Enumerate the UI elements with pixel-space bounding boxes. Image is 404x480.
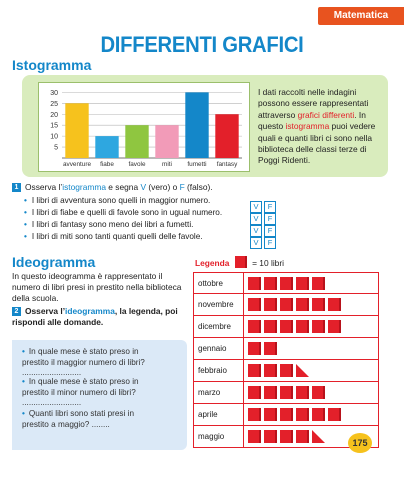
month-label: dicembre: [194, 316, 244, 337]
highlight-grafici: grafici differenti: [297, 109, 355, 120]
book-icon: [264, 298, 277, 311]
book-icon: [328, 298, 341, 311]
f-checkbox[interactable]: F: [264, 201, 276, 213]
statement-text: I libri di avventura sono quelli in maggior numero.: [31, 196, 211, 205]
ideogram-row: [193, 338, 379, 360]
book-icon: [264, 320, 277, 333]
legend-value: = 10 libri: [252, 258, 284, 268]
legend: [195, 256, 284, 268]
book-icon: [296, 298, 309, 311]
book-icon: [312, 277, 325, 290]
bar-favole: [125, 125, 148, 158]
bar-fantasy: [215, 114, 238, 158]
book-icon: [264, 408, 277, 421]
book-icon: [248, 408, 261, 421]
bar-fumetti: [185, 92, 208, 158]
book-icons: [244, 294, 378, 315]
bar-avventure: [65, 103, 88, 158]
month-label: novembre: [194, 294, 244, 315]
histogram-chart: [38, 82, 248, 172]
exercise-1-instruction: 1 Osserva l’istogramma e segna V (vero) o F (falso).: [12, 182, 213, 192]
statement-1: [24, 196, 210, 205]
x-tick-label: favole: [128, 161, 146, 168]
book-icon: [328, 408, 341, 421]
statement-4: [24, 232, 203, 241]
question-3: • Quanti libri sono stati presi in prestito a maggio? ........: [22, 409, 134, 429]
book-icons: [244, 360, 378, 381]
ideogram-row: [193, 294, 379, 316]
book-icon: [312, 408, 325, 421]
book-icon: [280, 408, 293, 421]
v-checkbox[interactable]: V: [250, 201, 262, 213]
half-book-icon: [312, 430, 325, 443]
statement-text: I libri di fantasy sono meno dei libri a fumetti.: [31, 220, 194, 229]
book-icons: [244, 338, 378, 359]
statement-text: I libri di miti sono tanti quanti quelli delle favole.: [31, 232, 203, 241]
book-icon: [248, 430, 261, 443]
subject-tab: Matematica: [318, 7, 404, 25]
book-icon: [248, 342, 261, 355]
month-label: ottobre: [194, 273, 244, 293]
ideogram-row: [193, 382, 379, 404]
book-icon: [248, 386, 261, 399]
book-icon: [312, 320, 325, 333]
page-number: 175: [348, 433, 372, 453]
ideogram-row: [193, 272, 379, 294]
bar-miti: [155, 125, 178, 158]
half-book-icon: [296, 364, 309, 377]
x-tick-label: miti: [162, 161, 172, 168]
month-label: gennaio: [194, 338, 244, 359]
book-icon: [312, 298, 325, 311]
y-tick-label: 25: [50, 100, 58, 108]
book-icon: [296, 386, 309, 399]
ideogram-row: [193, 360, 379, 382]
ideogramma-title: Ideogramma: [12, 254, 96, 270]
month-label: aprile: [194, 404, 244, 425]
book-icon: [280, 430, 293, 443]
book-icon: [264, 430, 277, 443]
y-tick-label: 20: [50, 111, 58, 119]
x-tick-label: fiabe: [100, 161, 114, 168]
x-tick-label: avventure: [62, 161, 92, 168]
book-icons: [244, 273, 378, 293]
ideogram-row: [193, 404, 379, 426]
exercise-2-instruction: 2 Osserva l’ideogramma, la legenda, poi rispondi alle domande.: [12, 306, 178, 327]
book-icon: [280, 386, 293, 399]
vf-boxes: [248, 232, 276, 250]
y-tick-label: 5: [54, 144, 58, 152]
y-tick-label: 15: [50, 122, 58, 130]
y-tick-label: 10: [50, 133, 58, 141]
f-checkbox[interactable]: F: [264, 225, 276, 237]
book-icon: [312, 386, 325, 399]
exercise-number-badge: 2: [12, 307, 21, 316]
book-icon: [248, 364, 261, 377]
v-checkbox[interactable]: V: [250, 237, 262, 249]
book-icon: [328, 320, 341, 333]
book-icon: [264, 342, 277, 355]
exercise-number-badge: 1: [12, 183, 21, 192]
book-icon: [264, 364, 277, 377]
question-2: • In quale mese è stato preso in prestito il minor numero di libri? ..........................: [22, 377, 139, 408]
book-icon: [296, 408, 309, 421]
book-icons: [244, 404, 378, 425]
book-icon: [235, 256, 247, 268]
book-icon: [296, 277, 309, 290]
f-checkbox[interactable]: F: [264, 213, 276, 225]
book-icons: [244, 382, 378, 403]
book-icon: [248, 320, 261, 333]
ideogram-table: [193, 272, 379, 448]
y-tick-label: 30: [50, 89, 58, 97]
bar-fiabe: [95, 136, 118, 158]
istogramma-title: Istogramma: [12, 57, 92, 73]
book-icon: [264, 277, 277, 290]
x-tick-label: fantasy: [216, 161, 238, 168]
book-icon: [248, 298, 261, 311]
book-icon: [280, 320, 293, 333]
month-label: maggio: [194, 426, 244, 447]
book-icon: [280, 364, 293, 377]
month-label: febbraio: [194, 360, 244, 381]
statement-2: [24, 208, 222, 217]
book-icons: [244, 316, 378, 337]
legend-label: Legenda: [195, 258, 230, 268]
question-1: • In quale mese è stato preso in prestito il maggior numero di libri? ..........................: [22, 347, 145, 378]
book-icon: [280, 298, 293, 311]
book-icon: [264, 386, 277, 399]
book-icon: [296, 320, 309, 333]
page-title: DIFFERENTI GRAFICI: [100, 32, 304, 57]
v-checkbox[interactable]: V: [250, 225, 262, 237]
x-tick-label: fumetti: [187, 161, 207, 168]
statement-3: [24, 220, 193, 229]
book-icon: [248, 277, 261, 290]
month-label: marzo: [194, 382, 244, 403]
statement-text: I libri di fiabe e quelli di favole sono in ugual numero.: [31, 208, 223, 217]
f-checkbox[interactable]: F: [264, 237, 276, 249]
istogramma-description: I dati raccolti nelle indagini possono essere rappresentati attraverso grafici differenti. In questo istogramma puoi vedere quali e quanti libri ci sono nella biblioteca delle classi terze di Poggi Ridenti.: [258, 87, 376, 166]
book-icon: [296, 430, 309, 443]
v-checkbox[interactable]: V: [250, 213, 262, 225]
ideogram-row: [193, 316, 379, 338]
book-icon: [280, 277, 293, 290]
highlight-istogramma: istogramma: [285, 121, 330, 132]
ideogramma-intro: In questo ideogramma è rappresentato il numero di libri presi in prestito nella biblioteca della scuola.: [12, 271, 182, 303]
